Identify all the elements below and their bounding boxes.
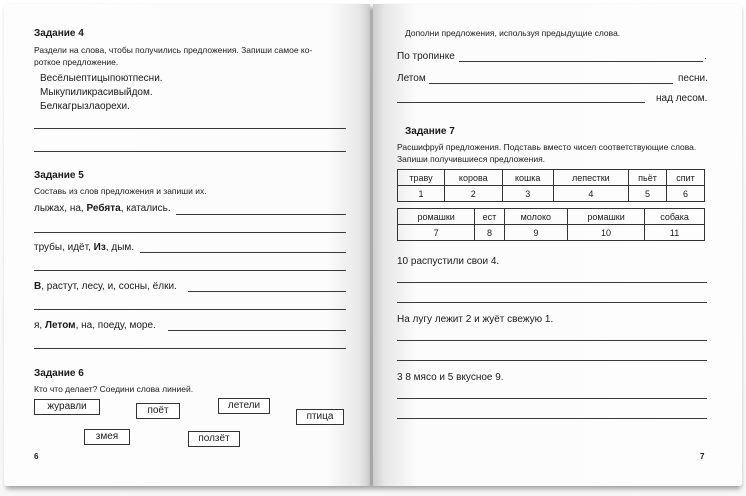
task5-item: лыжах, на, Ребята, катались. bbox=[34, 203, 171, 214]
task5-item: В, растут, лесу, и, сосны, ёлки. bbox=[34, 281, 177, 292]
answer-line[interactable] bbox=[188, 291, 346, 292]
answer-line[interactable] bbox=[397, 398, 707, 399]
left-page bbox=[4, 4, 370, 486]
task7-title: Задание 7 bbox=[405, 126, 455, 137]
page-number-right: 7 bbox=[700, 452, 705, 461]
cipher-number-row bbox=[398, 186, 705, 202]
cipher-word: траву bbox=[398, 170, 445, 186]
task5-item: трубы, идёт, Из, дым. bbox=[34, 242, 135, 253]
word-card-zhuravli[interactable]: журавли bbox=[34, 399, 100, 415]
word-card-poyot[interactable]: поёт bbox=[136, 403, 180, 419]
cipher-number-row bbox=[398, 225, 705, 241]
cipher-number: 11 bbox=[645, 225, 705, 241]
cipher-word: пьёт bbox=[628, 170, 666, 186]
cipher-table-2 bbox=[397, 208, 705, 241]
fill-line2-start: Летом bbox=[397, 73, 426, 84]
cipher-number: 1 bbox=[398, 186, 445, 202]
task5-instruction: Составь из слов предложения и запиши их. bbox=[34, 186, 207, 196]
fill-line1-end: . bbox=[704, 51, 707, 62]
fill-line3-end: над лесом. bbox=[656, 93, 708, 104]
task6-instruction: Кто что делает? Соедини слова линией. bbox=[34, 384, 194, 394]
task4-title: Задание 4 bbox=[34, 28, 84, 39]
cipher-word: молоко bbox=[504, 209, 567, 225]
answer-line[interactable] bbox=[429, 83, 673, 84]
cipher-number: 4 bbox=[553, 186, 628, 202]
cipher-word: ромашки bbox=[567, 209, 644, 225]
answer-line[interactable] bbox=[34, 128, 346, 129]
answer-line[interactable] bbox=[34, 232, 346, 233]
task4-instruction-line2: роткое предложение. bbox=[34, 57, 119, 67]
cipher-word: ест bbox=[475, 209, 504, 225]
word-card-leteli[interactable]: летели bbox=[218, 398, 270, 414]
task4-string: Весёлыептицыпоютпесни. bbox=[40, 73, 163, 84]
cipher-sentence: 3 8 мясо и 5 вкусное 9. bbox=[397, 372, 504, 383]
answer-line[interactable] bbox=[34, 309, 346, 310]
task4-string: Мыкупиликрасивыйдом. bbox=[40, 87, 153, 98]
cipher-number: 9 bbox=[504, 225, 567, 241]
task6-title: Задание 6 bbox=[34, 368, 84, 379]
task5-title: Задание 5 bbox=[34, 170, 84, 181]
answer-line[interactable] bbox=[140, 252, 346, 253]
cipher-table-1 bbox=[397, 169, 705, 202]
task7-instruction-line1: Расшифруй предложения. Подставь вместо чисел соответствующие слова. bbox=[397, 142, 697, 152]
cipher-word: собака bbox=[645, 209, 705, 225]
answer-line[interactable] bbox=[459, 61, 703, 62]
word-card-polzyot[interactable]: ползёт bbox=[188, 431, 240, 447]
cipher-number: 10 bbox=[567, 225, 644, 241]
cipher-word: ромашки bbox=[398, 209, 475, 225]
answer-line[interactable] bbox=[397, 102, 645, 103]
continuation-instruction: Дополни предложения, используя предыдущие слова. bbox=[405, 28, 621, 38]
cipher-sentence: На лугу лежит 2 и жуёт свежую 1. bbox=[397, 314, 554, 325]
cipher-number: 3 bbox=[502, 186, 553, 202]
word-card-zmeya[interactable]: змея bbox=[84, 429, 130, 445]
cipher-word: корова bbox=[444, 170, 502, 186]
cipher-number: 7 bbox=[398, 225, 475, 241]
cipher-word-row bbox=[398, 170, 705, 186]
cipher-number: 5 bbox=[628, 186, 666, 202]
cipher-word: лепестки bbox=[553, 170, 628, 186]
cipher-number: 2 bbox=[444, 186, 502, 202]
task5-item: я, Летом, на, поеду, море. bbox=[34, 320, 156, 331]
answer-line[interactable] bbox=[397, 340, 707, 341]
answer-line[interactable] bbox=[397, 302, 707, 303]
answer-line[interactable] bbox=[397, 418, 707, 419]
answer-line[interactable] bbox=[397, 282, 707, 283]
answer-line[interactable] bbox=[397, 360, 707, 361]
answer-line[interactable] bbox=[176, 214, 346, 215]
answer-line[interactable] bbox=[168, 330, 346, 331]
answer-line[interactable] bbox=[34, 270, 346, 271]
cipher-number: 8 bbox=[475, 225, 504, 241]
page-number-left: 6 bbox=[34, 452, 39, 461]
cipher-word: кошка bbox=[502, 170, 553, 186]
fill-line1-start: По тропинке bbox=[397, 51, 455, 62]
cipher-word-row bbox=[398, 209, 705, 225]
task4-string: Белкагрызлаорехи. bbox=[40, 101, 130, 112]
word-card-ptitsa[interactable]: птица bbox=[296, 409, 344, 425]
cipher-number: 6 bbox=[667, 186, 705, 202]
answer-line[interactable] bbox=[34, 151, 346, 152]
cipher-sentence: 10 распустили свои 4. bbox=[397, 256, 500, 267]
cipher-word: спит bbox=[667, 170, 705, 186]
fill-line2-end: песни. bbox=[678, 73, 708, 84]
answer-line[interactable] bbox=[34, 348, 346, 349]
task4-instruction-line1: Раздели на слова, чтобы получились предложения. Запиши самое ко- bbox=[34, 45, 313, 55]
right-page bbox=[373, 4, 742, 486]
task7-instruction-line2: Запиши получившиеся предложения. bbox=[397, 154, 546, 164]
